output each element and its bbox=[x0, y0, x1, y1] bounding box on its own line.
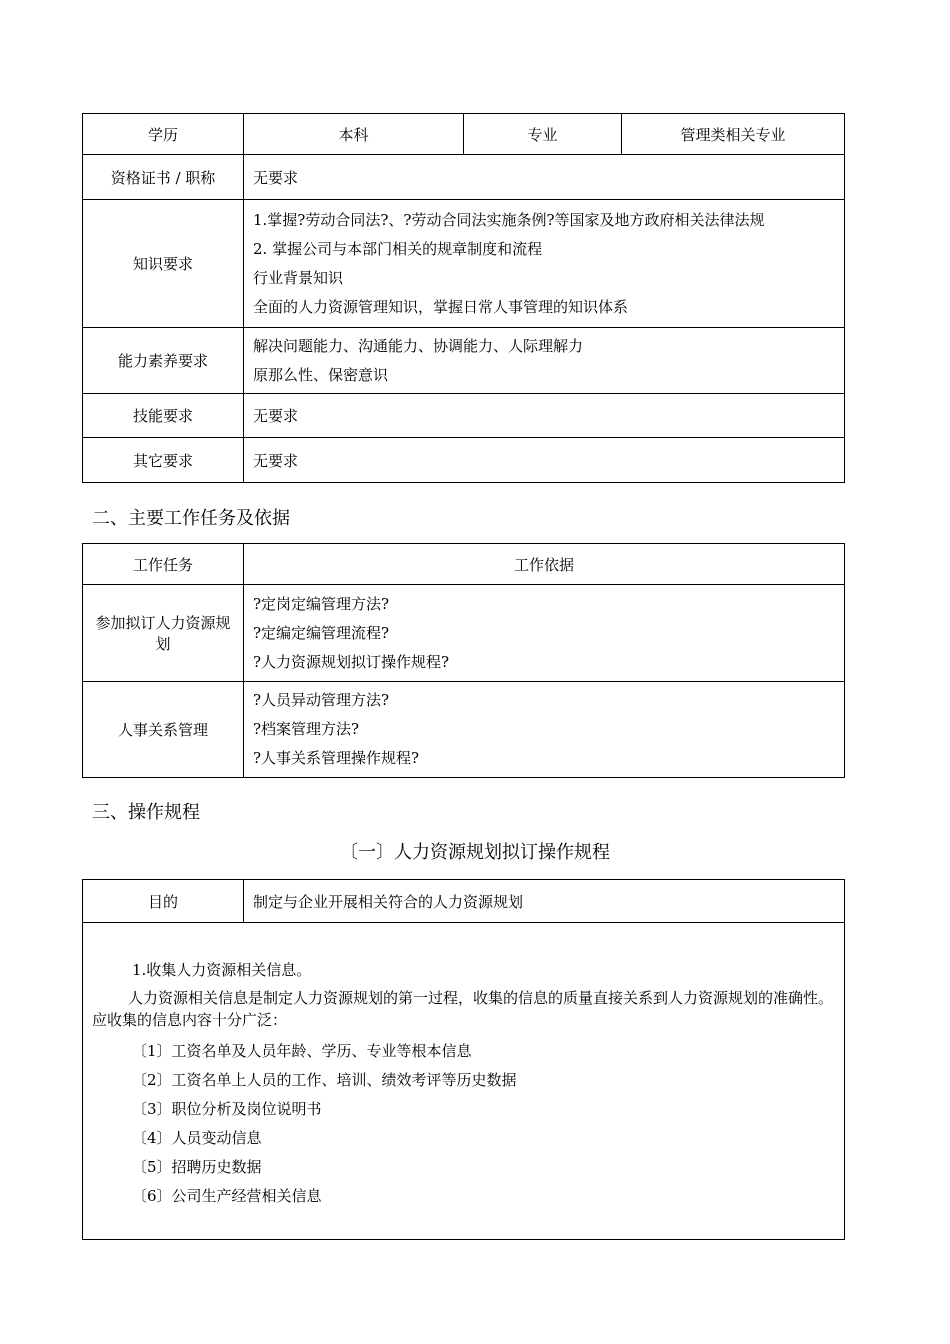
info-item: 〔6〕公司生产经营相关信息 bbox=[132, 1187, 322, 1205]
basis-line: ?人员异动管理方法? bbox=[253, 691, 390, 709]
task-cell: 人事关系管理 bbox=[83, 682, 244, 778]
knowledge-line: 2. 掌握公司与本部门相关的规章制度和流程 bbox=[253, 239, 543, 258]
info-item: 〔3〕职位分析及岗位说明书 bbox=[132, 1100, 322, 1118]
knowledge-line: 1.掌握?劳动合同法?、?劳动合同法实施条例?等国家及地方政府相关法律法规 bbox=[253, 210, 765, 229]
education-label: 学历 bbox=[83, 114, 244, 155]
step1-title: 1.收集人力资源相关信息。 bbox=[132, 961, 312, 979]
basis-cell bbox=[244, 585, 845, 682]
info-item: 〔5〕招聘历史数据 bbox=[132, 1158, 262, 1176]
basis-line: ?定岗定编管理方法? bbox=[253, 594, 390, 613]
procedure-body bbox=[83, 923, 845, 1240]
procedure-table bbox=[82, 879, 845, 1240]
skill-value: 无要求 bbox=[244, 394, 845, 438]
info-item: 〔2〕工资名单上人员的工作、培训、绩效考评等历史数据 bbox=[132, 1071, 517, 1089]
basis-line: ?定编定编管理流程? bbox=[253, 623, 390, 642]
task-table bbox=[82, 543, 845, 778]
major-value: 管理类相关专业 bbox=[622, 114, 845, 155]
info-item: 〔4〕人员变动信息 bbox=[132, 1129, 262, 1147]
basis-line: ?人力资源规划拟订操作规程? bbox=[253, 652, 450, 671]
section3-subheading: 〔一〕人力资源规划拟订操作规程 bbox=[340, 842, 610, 863]
ability-line: 解决问题能力、沟通能力、协调能力、人际理解力 bbox=[253, 336, 584, 355]
task-column-header: 工作任务 bbox=[83, 544, 244, 585]
info-item: 〔1〕工资名单及人员年龄、学历、专业等根本信息 bbox=[132, 1042, 472, 1060]
section2-heading: 二、主要工作任务及依据 bbox=[92, 508, 290, 529]
task-cell: 参加拟订人力资源规划 bbox=[83, 585, 244, 682]
education-value: 本科 bbox=[244, 114, 464, 155]
ability-line: 原那么性、保密意识 bbox=[253, 365, 389, 384]
section3-heading: 三、操作规程 bbox=[92, 802, 200, 823]
knowledge-content bbox=[244, 200, 845, 328]
basis-line: ?人事关系管理操作规程? bbox=[253, 749, 420, 767]
other-value: 无要求 bbox=[244, 438, 845, 483]
purpose-label: 目的 bbox=[83, 880, 244, 923]
purpose-value: 制定与企业开展相关符合的人力资源规划 bbox=[244, 880, 845, 923]
cert-value: 无要求 bbox=[244, 155, 845, 200]
basis-line: ?档案管理方法? bbox=[253, 720, 360, 738]
qualification-table bbox=[82, 113, 845, 483]
skill-label: 技能要求 bbox=[83, 394, 244, 438]
ability-label: 能力素养要求 bbox=[83, 328, 244, 394]
basis-column-header: 工作依据 bbox=[244, 544, 845, 585]
basis-cell bbox=[244, 682, 845, 778]
knowledge-label: 知识要求 bbox=[83, 200, 244, 328]
cert-label: 资格证书 / 职称 bbox=[83, 155, 244, 200]
major-label: 专业 bbox=[464, 114, 622, 155]
knowledge-line: 全面的人力资源管理知识，掌握日常人事管理的知识体系 bbox=[253, 297, 629, 316]
ability-content bbox=[244, 328, 845, 394]
knowledge-line: 行业背景知识 bbox=[253, 268, 344, 287]
step1-text: 人力资源相关信息是制定人力资源规划的第一过程，收集的信息的质量直接关系到人力资源规划的准确性。应收集的信息内容十分广泛： bbox=[92, 989, 834, 1029]
other-label: 其它要求 bbox=[83, 438, 244, 483]
